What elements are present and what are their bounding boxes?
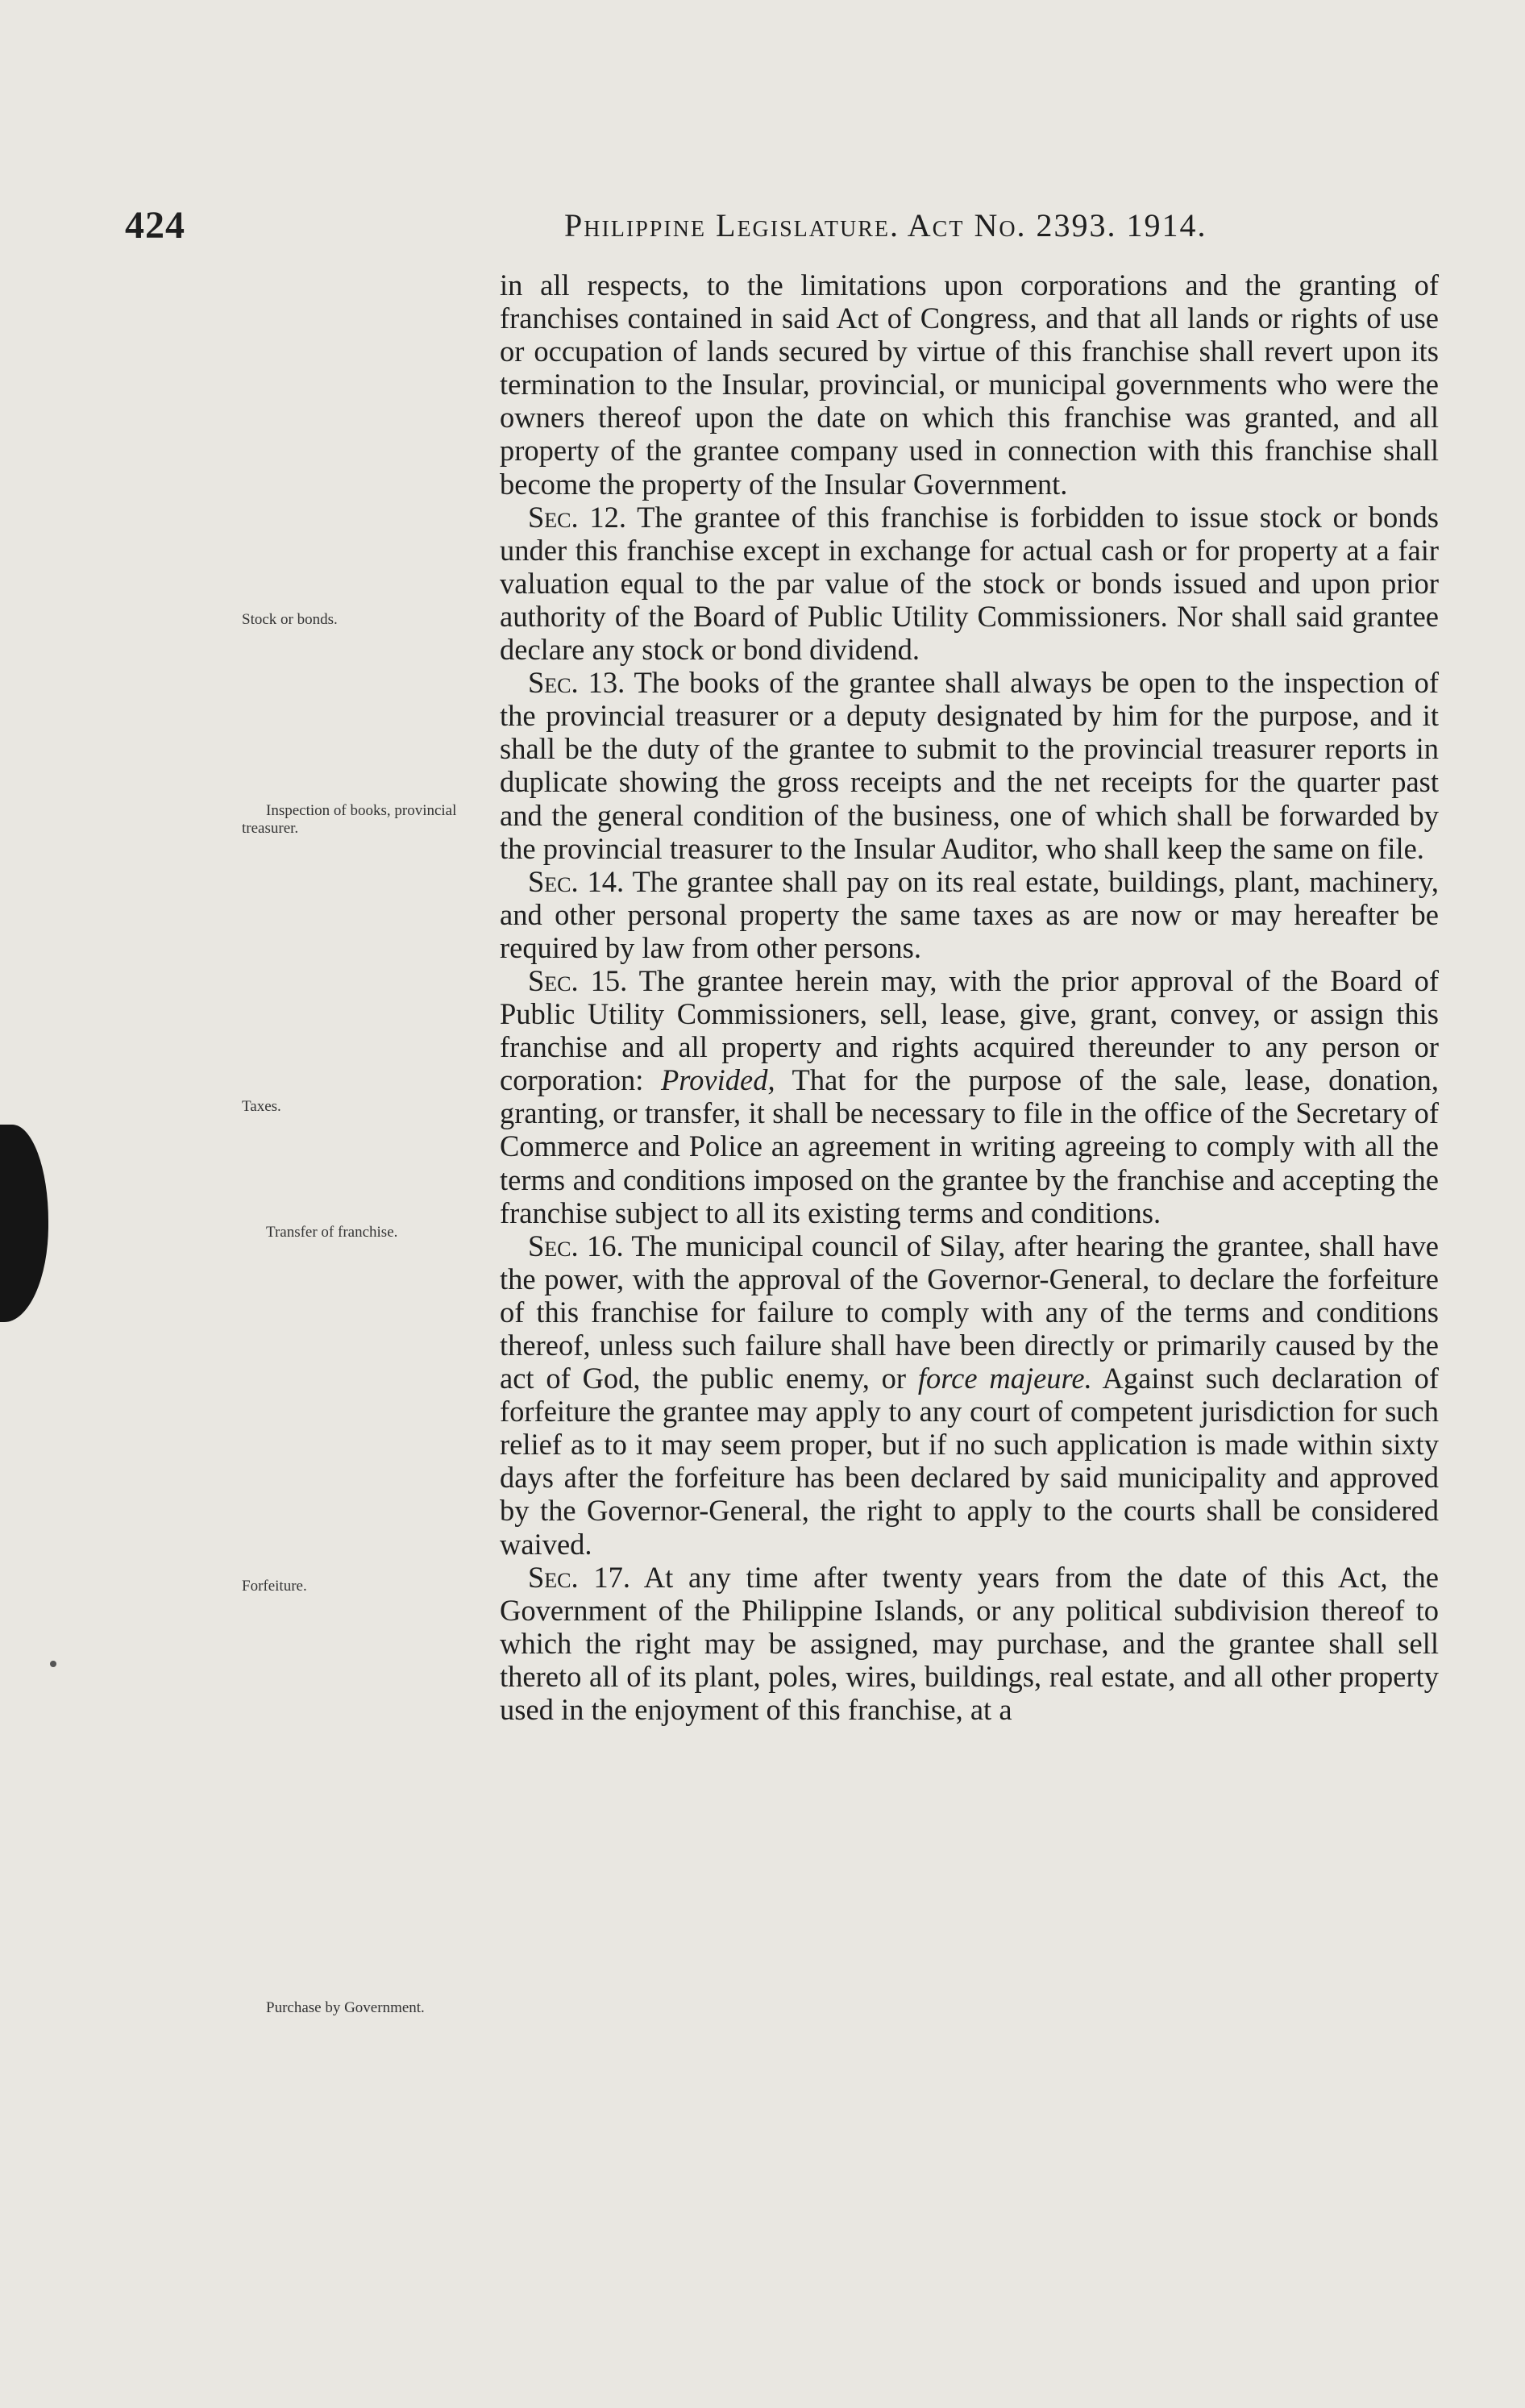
side-note-transfer-of-franchise: Transfer of franchise. <box>266 1224 398 1241</box>
section-12-paragraph <box>500 501 1439 666</box>
italic-term: Provided, <box>661 1063 775 1097</box>
section-number: Sec. 14. <box>528 864 625 898</box>
section-text: The grantee of this franchise is forbidden to issue stock or bonds under this franchise except in exchange for actual cash or for property at a fair valuation equal to the par value of the stock or bonds issued and upon prior authority of the Board of Public Utility Commissioners. Nor shall said grantee declare any stock or bond dividend. <box>500 500 1439 667</box>
dust-speck <box>50 1661 56 1667</box>
side-note-forfeiture: Forfeiture. <box>242 1578 307 1595</box>
ink-blot-mark <box>0 1125 48 1322</box>
section-text-continued: Against such declaration of forfeiture the grantee may apply to any court of competent jurisdiction for such relief as to it may seem proper, but if no such application is made within sixty days after the forfeiture has been declared by said municipality and approved by the Governor-General, the right to apply to the courts shall be considered waived. <box>500 1362 1439 1561</box>
section-text: The municipal council of Silay, after hearing the grantee, shall have the power, with the approval of the Governor-General, to declare the forfeiture of this franchise for failure to comply with any of the terms and conditions thereof, unless such failure shall have been directly or primarily caused by the act of God, the public enemy, or <box>500 1229 1439 1395</box>
side-note-inspection-of-books: Inspection of books, provincial treasurer. <box>242 802 457 837</box>
section-17-paragraph <box>500 1561 1439 1726</box>
section-16-paragraph <box>500 1229 1439 1561</box>
section-text: The grantee herein may, with the prior approval of the Board of Public Utility Commissioners, sell, lease, give, grant, convey, or assign this franchise and all property and rights acquired thereunder to any person or corporation: <box>500 963 1440 1097</box>
section-13-paragraph <box>500 666 1439 865</box>
body-text <box>500 268 1439 1726</box>
section-text: The grantee shall pay on its real estate, buildings, plant, machinery, and other personal property the same taxes as are now or may hereafter be required by law from other persons. <box>500 864 1440 964</box>
side-note-taxes: Taxes. <box>242 1098 281 1115</box>
section-number: Sec. 17. <box>528 1560 631 1594</box>
paragraph-continuation: in all respects, to the limitations upon corporations and the granting of franchises contained in said Act of Congress, and that all lands or rights of use or occupation of lands secured by virtue of this franchise shall revert upon its termination to the Insular, provincial, or municipal governments who were the owners thereof upon the date on which this franchise was granted, and all property of the grantee company used in connection with this franchise shall become the property of the Insular Government. <box>500 268 1439 501</box>
section-15-paragraph <box>500 964 1439 1229</box>
running-head: Philippine Legislature. Act No. 2393. 1914. <box>564 207 1207 243</box>
side-note-purchase-by-government: Purchase by Government. <box>266 1999 425 2016</box>
section-text: The books of the grantee shall always be open to the inspection of the provincial treasurer or a deputy designated by him for the purpose, and it shall be the duty of the grantee to submit to the provincial treasurer reports in duplicate showing the gross receipts and the net receipts for the quarter past and the general condition of the business, one of which shall be forwarded by the provincial treasurer to the Insular Auditor, who shall keep the same on file. <box>500 666 1439 865</box>
section-text: At any time after twenty years from the date of this Act, the Government of the Philippine Islands, or any political subdivision thereof to which the right may be assigned, may purchase, and the grantee shall sell thereto all of its plant, poles, wires, buildings, real estate, and all other property used in the enjoyment of this franchise, at a <box>500 1560 1439 1727</box>
section-number: Sec. 12. <box>528 500 627 534</box>
section-number: Sec. 15. <box>528 963 628 997</box>
page-number: 424 <box>125 204 185 247</box>
section-text-continued: That for the purpose of the sale, lease, donation, granting, or transfer, it shall be necessary to file in the office of the Secretary of Commerce and Police an agreement in writing agreeing to comply with all the terms and conditions imposed on the grantee by the franchise and accepting the franchise subject to all its existing terms and conditions. <box>500 1063 1439 1229</box>
section-number: Sec. 13. <box>528 666 625 700</box>
section-number: Sec. 16. <box>528 1229 624 1262</box>
section-14-paragraph <box>500 865 1439 964</box>
side-note-stock-or-bonds: Stock or bonds. <box>242 611 338 628</box>
italic-term: force majeure. <box>917 1362 1092 1395</box>
